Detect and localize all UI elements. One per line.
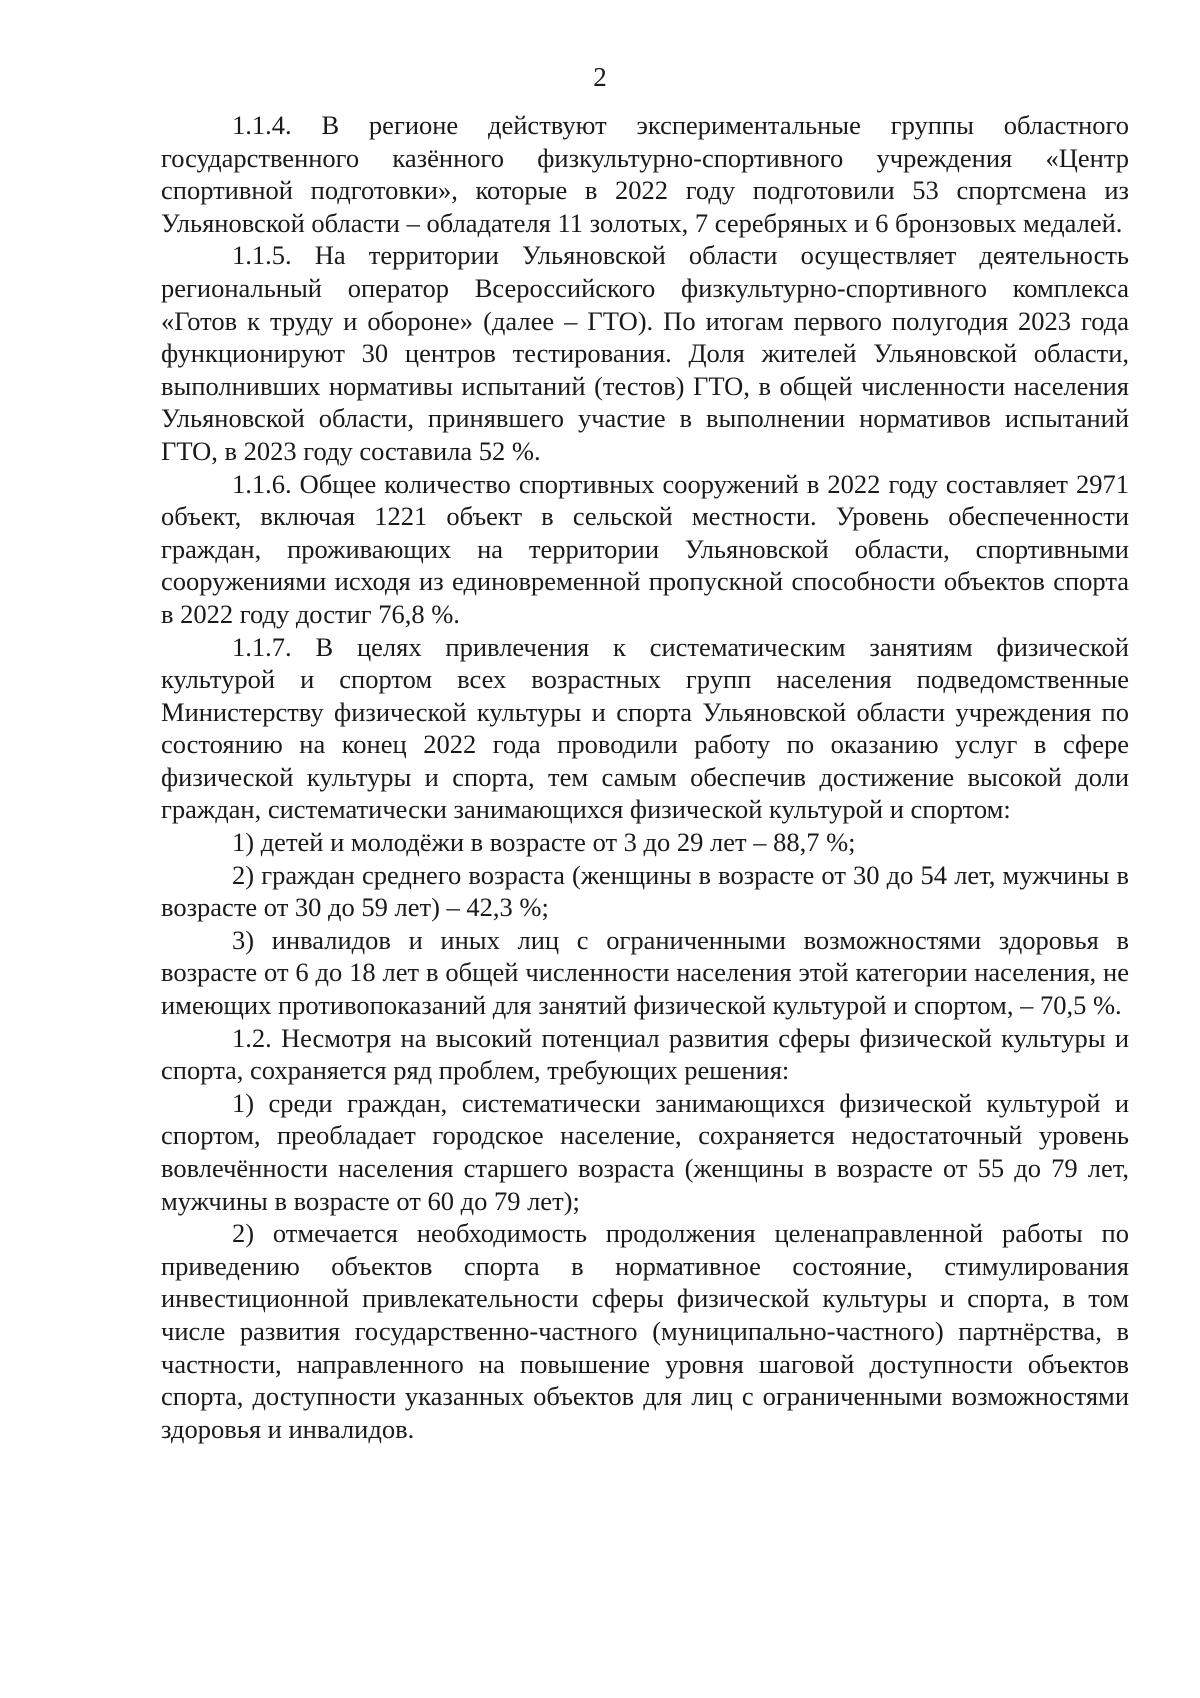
problem-item-2: 2) отмечается необходимость продолжения целенаправленной работы по приведению объектов спорта в нормативное состояние, стимулирования инвестиционной привлекательности сферы физической культуры и спорта, в том числе развития государственно-частного (муниципально-частного) партнёрства, в частности, направленного на повышение уровня шаговой доступности объектов спорта, доступности указанных объектов для лиц с ограниченными возможностями здоровья и инвалидов. — [161, 1218, 1129, 1444]
paragraph-1-2: 1.2. Несмотря на высокий потенциал развития сферы физической культуры и спорта, сохраняется ряд проблем, требующих решения: — [161, 1022, 1129, 1086]
problem-item-1: 1) среди граждан, систематически занимающихся физической культурой и спортом, преобладает городское население, сохраняется недостаточный уровень вовлечённости населения старшего возраста (женщины в возрасте от 55 до 79 лет, мужчины в возрасте от 60 до 79 лет); — [161, 1087, 1129, 1216]
document-body — [161, 109, 1129, 1445]
paragraph-1-1-4: 1.1.4. В регионе действуют экспериментальные группы областного государственного казённого физкультурно-спортивного учреждения «Центр спортивной подготовки», которые в 2022 году подготовили 53 спортсмена из Ульяновской области – обладателя 11 золотых, 7 серебряных и 6 бронзовых медалей. — [161, 110, 1129, 238]
page-number: 2 — [593, 62, 607, 92]
list-item-disabled: 3) инвалидов и иных лиц с ограниченными возможностями здоровья в возрасте от 6 до 18 лет в общей численности населения этой категории населения, не имеющих противопоказаний для занятий физической культурой и спортом, – 70,5 %. — [161, 924, 1129, 1021]
paragraph-1-1-5: 1.1.5. На территории Ульяновской области осуществляет деятельность региональный оператор Всероссийского физкультурно-спортивного комплекса «Готов к труду и обороне» (далее – ГТО). По итогам первого полугодия 2023 года функционируют 30 центров тестирования. Доля жителей Ульяновской области, выполнивших нормативы испытаний (тестов) ГТО, в общей численности населения Ульяновской области, принявшего участие в выполнении нормативов испытаний ГТО, в 2023 году составила 52 %. — [161, 240, 1129, 466]
paragraph-1-1-6: 1.1.6. Общее количество спортивных сооружений в 2022 году составляет 2971 объект, включая 1221 объект в сельской местности. Уровень обеспеченности граждан, проживающих на территории Ульяновской области, спортивными сооружениями исходя из единовременной пропускной способности объектов спорта в 2022 году достиг 76,8 %. — [161, 468, 1129, 629]
paragraph-1-1-7: 1.1.7. В целях привлечения к систематическим занятиям физической культурой и спортом всех возрастных групп населения подведомственные Министерству физической культуры и спорта Ульяновской области учреждения по состоянию на конец 2022 года проводили работу по оказанию услуг в сфере физической культуры и спорта, тем самым обеспечив достижение высокой доли граждан, систематически занимающихся физической культурой и спортом: — [161, 631, 1129, 825]
list-item-middle-age: 2) граждан среднего возраста (женщины в возрасте от 30 до 54 лет, мужчины в возрасте от 30 до 59 лет) – 42,3 %; — [161, 859, 1129, 923]
list-item-youth: 1) детей и молодёжи в возрасте от 3 до 29 лет – 88,7 %; — [232, 827, 856, 858]
